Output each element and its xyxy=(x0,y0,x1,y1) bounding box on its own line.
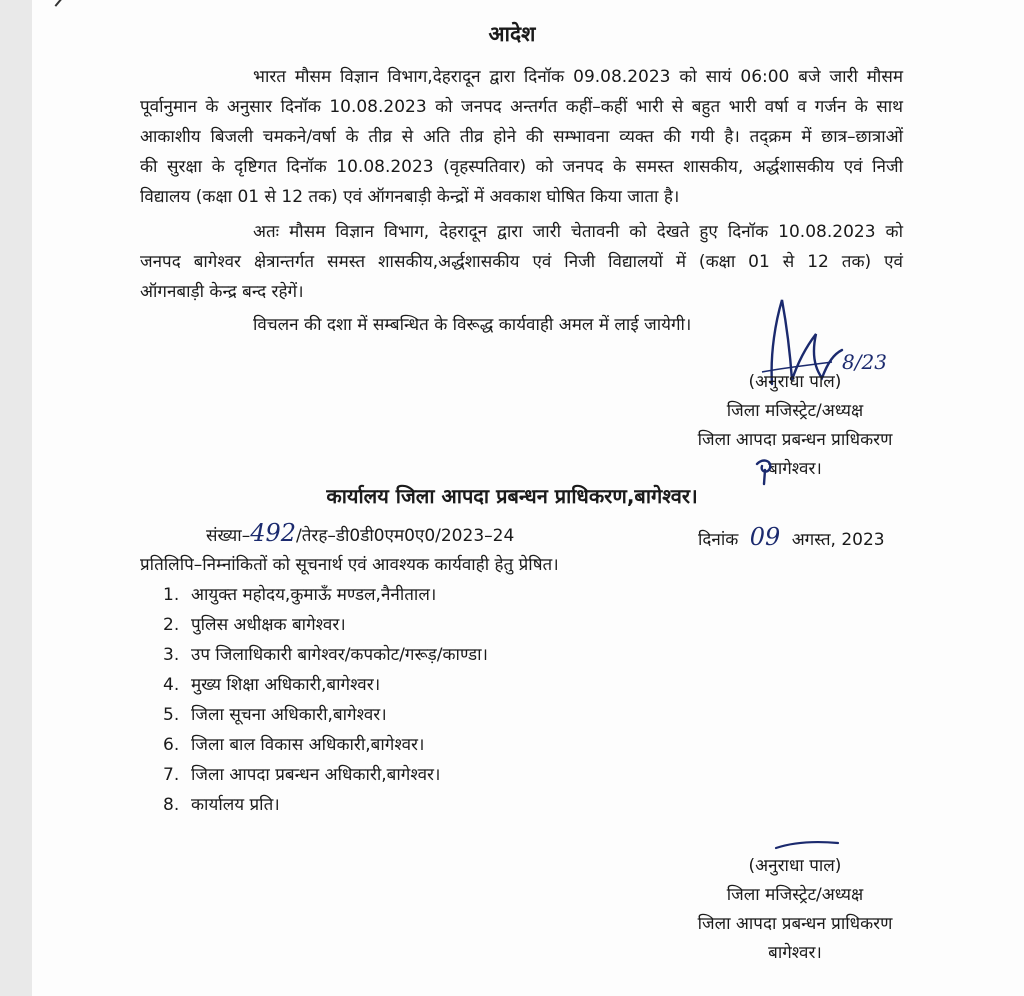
signature-date: 8/23 xyxy=(842,350,887,374)
list-item: 3. उप जिलाधिकारी बागेश्वर/कपकोट/गरूड़/काण्डा। xyxy=(163,645,488,665)
paragraph-line: जनपद बागेश्वर क्षेत्रान्तर्गत समस्त शासकीय,अर्द्धशासकीय एवं निजी विद्यालयों में (कक्षा 01 से 12 तक) एवं xyxy=(140,252,903,272)
paragraph-line: ऑगनबाड़ी केन्द्र बन्द रहेगें। xyxy=(140,282,304,302)
paragraph-line: विद्यालय (कक्षा 01 से 12 तक) एवं ऑगनबाड़ी केन्द्रों में अवकाश घोषित किया जाता है। xyxy=(140,187,680,207)
list-item: 2. पुलिस अधीक्षक बागेश्वर। xyxy=(163,615,346,635)
signatory-authority: जिला आपदा प्रबन्धन प्राधिकरण xyxy=(697,914,893,934)
date-suffix: अगस्त, 2023 xyxy=(791,530,885,550)
signatory-designation: जिला मजिस्ट्रेट/अध्यक्ष xyxy=(726,401,864,421)
list-item: 8. कार्यालय प्रति। xyxy=(163,795,280,815)
paragraph-line: पूर्वानुमान के अनुसार दिनॉक 10.08.2023 को जनपद अन्तर्गत कहीं–कहीं भारी से बहुत भारी वर्षा व गर्जन के साथ xyxy=(140,97,903,117)
signatory-place: बागेश्वर। xyxy=(768,943,822,963)
signatory-name: (अनुराधा पाल) xyxy=(748,372,842,392)
paragraph-line: की सुरक्षा के दृष्टिगत दिनॉक 10.08.2023 (वृहस्पतिवार) को जनपद के समस्त शासकीय, अर्द्धशासकीय एवं निजी xyxy=(140,157,903,177)
date-label: दिनांक xyxy=(698,530,739,550)
signatory-place: बागेश्वर। xyxy=(768,459,822,479)
office-title: कार्यालय जिला आपदा प्रबन्धन प्राधिकरण,बागेश्वर। xyxy=(326,484,698,508)
paragraph-line: अतः मौसम विज्ञान विभाग, देहरादून द्वारा जारी चेतावनी को देखते हुए दिनॉक 10.08.2023 को xyxy=(253,222,903,242)
paragraph-line: आकाशीय बिजली चमकने/वर्षा के तीव्र से अति तीव्र होने की सम्भावना व्यक्त की गयी है। तद्क्रम में छात्र–छात्राओं xyxy=(140,127,903,147)
paragraph-line: भारत मौसम विज्ञान विभाग,देहरादून द्वारा दिनॉक 09.08.2023 को सायं 06:00 बजे जारी मौसम xyxy=(253,67,903,87)
signatory-name: (अनुराधा पाल) xyxy=(748,856,842,876)
list-item: 1. आयुक्त महोदय,कुमाऊँ मण्डल,नैनीताल। xyxy=(163,585,437,605)
list-item: 4. मुख्य शिक्षा अधिकारी,बागेश्वर। xyxy=(163,675,381,695)
distribution-list xyxy=(163,580,488,820)
paragraph-line: विचलन की दशा में सम्बन्धित के विरूद्ध कार्यवाही अमल में लाई जायेगी। xyxy=(253,315,692,335)
signatory-designation: जिला मजिस्ट्रेट/अध्यक्ष xyxy=(726,885,864,905)
signature-block-1 xyxy=(690,368,900,484)
reference-suffix: /तेरह–डी0डी0एम0ए0/2023–24 xyxy=(296,526,515,546)
list-item: 6. जिला बाल विकास अधिकारी,बागेश्वर। xyxy=(163,735,425,755)
list-item: 7. जिला आपदा प्रबन्धन अधिकारी,बागेश्वर। xyxy=(163,765,441,785)
reference-handwritten-number: 492 xyxy=(250,519,297,547)
copy-note: प्रतिलिपि–निम्नांकितों को सूचनार्थ एवं आवश्यक कार्यवाही हेतु प्रेषित। xyxy=(140,555,559,575)
dispatch-date xyxy=(698,523,885,551)
reference-prefix: संख्या– xyxy=(206,526,251,546)
order-title: आदेश xyxy=(488,22,536,46)
reference-number xyxy=(206,519,514,547)
handwritten-initial-stroke xyxy=(772,838,842,852)
list-item: 5. जिला सूचना अधिकारी,बागेश्वर। xyxy=(163,705,387,725)
signatory-authority: जिला आपदा प्रबन्धन प्राधिकरण xyxy=(697,430,893,450)
date-handwritten-day: 09 xyxy=(749,523,781,551)
signature-block-2 xyxy=(690,852,900,968)
